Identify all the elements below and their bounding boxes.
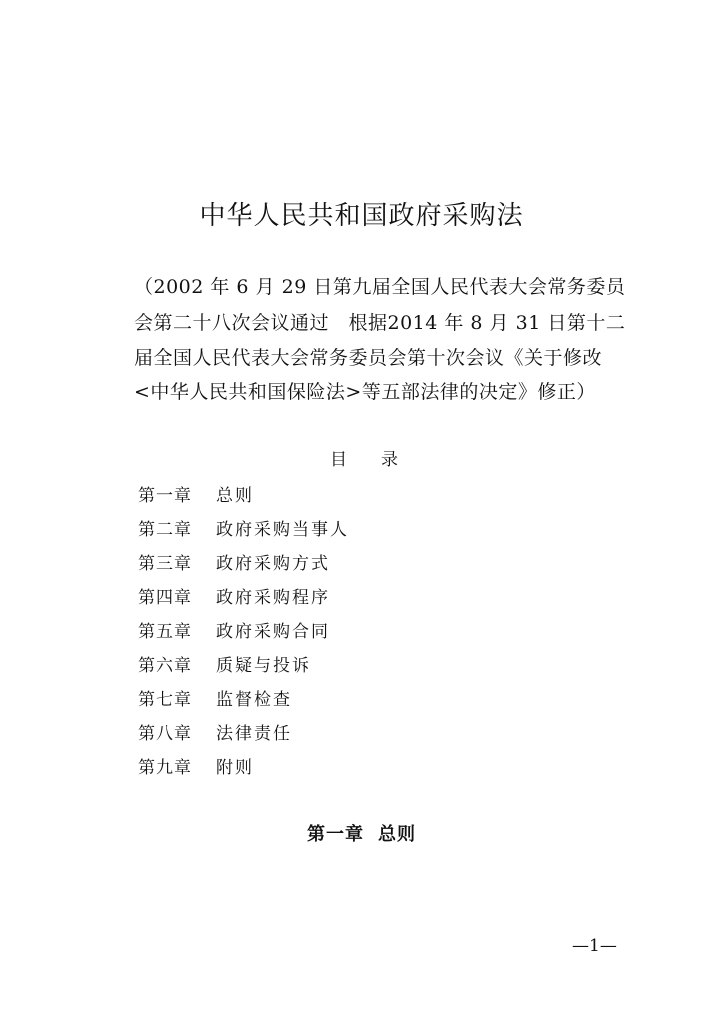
toc-chapter-number: 第七章 xyxy=(138,690,192,710)
toc-chapter-number: 第一章 xyxy=(138,486,192,506)
chapter-heading-number: 第一章 xyxy=(307,824,364,845)
toc-item[interactable] xyxy=(138,719,292,744)
toc-item[interactable] xyxy=(138,481,254,506)
amendment-line: <中华人民共和国保险法>等五部法律的决定》修正） xyxy=(134,381,596,403)
toc-chapter-number: 第九章 xyxy=(138,758,192,778)
toc-item[interactable] xyxy=(138,617,330,642)
toc-chapter-name: 总则 xyxy=(216,486,254,506)
toc-item[interactable] xyxy=(138,583,330,608)
toc-chapter-number: 第四章 xyxy=(138,588,192,608)
document-title: 中华人民共和国政府采购法 xyxy=(199,201,524,231)
toc-chapter-name: 法律责任 xyxy=(216,724,292,744)
amendment-line: （2002 年 6 月 29 日第九届全国人民代表大会常务委员 xyxy=(134,276,626,298)
toc-chapter-number: 第五章 xyxy=(138,622,192,642)
toc-chapter-name: 附则 xyxy=(216,758,254,778)
toc-chapter-number: 第六章 xyxy=(138,656,192,676)
toc-chapter-number: 第二章 xyxy=(138,520,192,540)
toc-item[interactable] xyxy=(138,549,330,574)
toc-chapter-name: 政府采购方式 xyxy=(216,554,330,574)
toc-chapter-name: 监督检查 xyxy=(216,690,292,710)
toc-item[interactable] xyxy=(138,515,349,540)
toc-item[interactable] xyxy=(138,651,311,676)
toc-chapter-name: 质疑与投诉 xyxy=(216,656,311,676)
toc-heading-left: 目 xyxy=(330,450,347,470)
chapter-heading-name: 总则 xyxy=(378,824,416,845)
toc-chapter-name: 政府采购合同 xyxy=(216,622,330,642)
amendment-line: 届全国人民代表大会常务委员会第十次会议《关于修改 xyxy=(134,347,603,369)
toc-chapter-name: 政府采购当事人 xyxy=(216,520,349,540)
amendment-line: 会第二十八次会议通过 根据2014 年 8 月 31 日第十二 xyxy=(134,312,626,334)
toc-item[interactable] xyxy=(138,753,254,778)
toc-heading-right: 录 xyxy=(381,450,398,470)
toc-item[interactable] xyxy=(138,685,292,710)
chapter-heading xyxy=(0,820,723,846)
page-number: —1— xyxy=(572,936,617,956)
toc-heading xyxy=(330,445,398,470)
toc-chapter-number: 第八章 xyxy=(138,724,192,744)
toc-chapter-name: 政府采购程序 xyxy=(216,588,330,608)
toc-chapter-number: 第三章 xyxy=(138,554,192,574)
